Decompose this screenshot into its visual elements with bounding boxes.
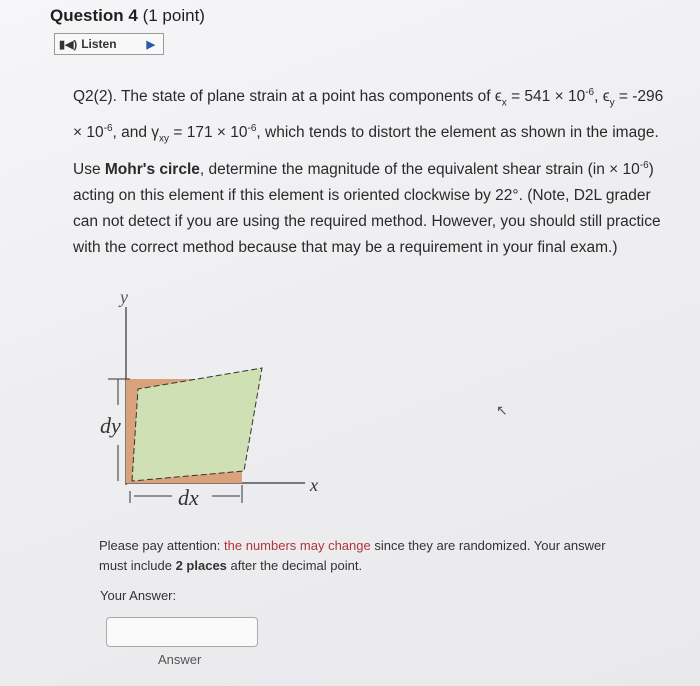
your-answer-label: Your Answer: bbox=[100, 588, 177, 603]
mohr-circle-emphasis: Mohr's circle bbox=[104, 160, 200, 178]
epsilon-x-subscript: x bbox=[501, 97, 507, 109]
gamma-xy-symbol: γ bbox=[151, 124, 160, 142]
strain-element-diagram bbox=[90, 285, 350, 515]
mouse-cursor-icon: ↖ bbox=[496, 402, 508, 418]
gamma-xy-exponent: -6 bbox=[247, 123, 257, 135]
question-points: (1 point) bbox=[142, 6, 205, 25]
note-mid: since they are randomized. Your answer must include bbox=[99, 538, 606, 573]
note-suffix: after the decimal point. bbox=[226, 558, 363, 573]
note-prefix: Please pay attention: bbox=[99, 538, 225, 553]
randomization-note bbox=[99, 536, 619, 576]
separator: , bbox=[594, 88, 603, 106]
question-number: Question 4 bbox=[50, 6, 138, 25]
dx-label: dx bbox=[178, 485, 199, 510]
x-axis-label: x bbox=[310, 475, 318, 495]
epsilon-y-subscript: y bbox=[609, 97, 615, 109]
note-highlight: the numbers may change bbox=[224, 538, 371, 553]
answer-caption: Answer bbox=[158, 652, 202, 667]
play-icon[interactable]: ▶ bbox=[146, 38, 155, 51]
question-mid-2: , determine the magnitude of the equivalent shear strain (in × 10 bbox=[199, 160, 640, 178]
epsilon-y-symbol: ϵ bbox=[602, 88, 610, 106]
epsilon-x-value: = 541 × 10 bbox=[506, 88, 586, 106]
gamma-xy-value: = 171 × 10 bbox=[169, 124, 248, 142]
question-title bbox=[50, 6, 205, 26]
listen-label: Listen bbox=[81, 37, 117, 51]
note-bold: 2 places bbox=[175, 558, 227, 573]
and-text: , and bbox=[112, 124, 152, 142]
question-mid-1: , which tends to distort the element as shown in the image. Use bbox=[73, 124, 659, 178]
epsilon-x-symbol: ϵ bbox=[494, 88, 502, 106]
speaker-icon: ▮◀) bbox=[59, 38, 78, 51]
dy-label: dy bbox=[100, 413, 121, 438]
answer-input[interactable] bbox=[106, 617, 258, 647]
epsilon-y-value: = -296 × 10 bbox=[73, 88, 664, 142]
y-axis-label: y bbox=[120, 287, 128, 307]
question-prefix: Q2(2). The state of plane strain at a point has components of bbox=[73, 88, 495, 106]
unit-exponent: -6 bbox=[639, 159, 649, 171]
question-text bbox=[73, 80, 673, 261]
listen-button[interactable] bbox=[54, 33, 164, 55]
epsilon-y-exponent: -6 bbox=[103, 123, 113, 135]
epsilon-x-exponent: -6 bbox=[585, 87, 595, 98]
question-mid-3: ) acting on this element if this element is oriented clockwise by 22°. (Note, D2L grader can not detect if you are using the required method. However, you should still practice with the correct method because that may be a requirement in your final exam.) bbox=[73, 160, 661, 256]
gamma-xy-subscript: xy bbox=[159, 133, 170, 145]
